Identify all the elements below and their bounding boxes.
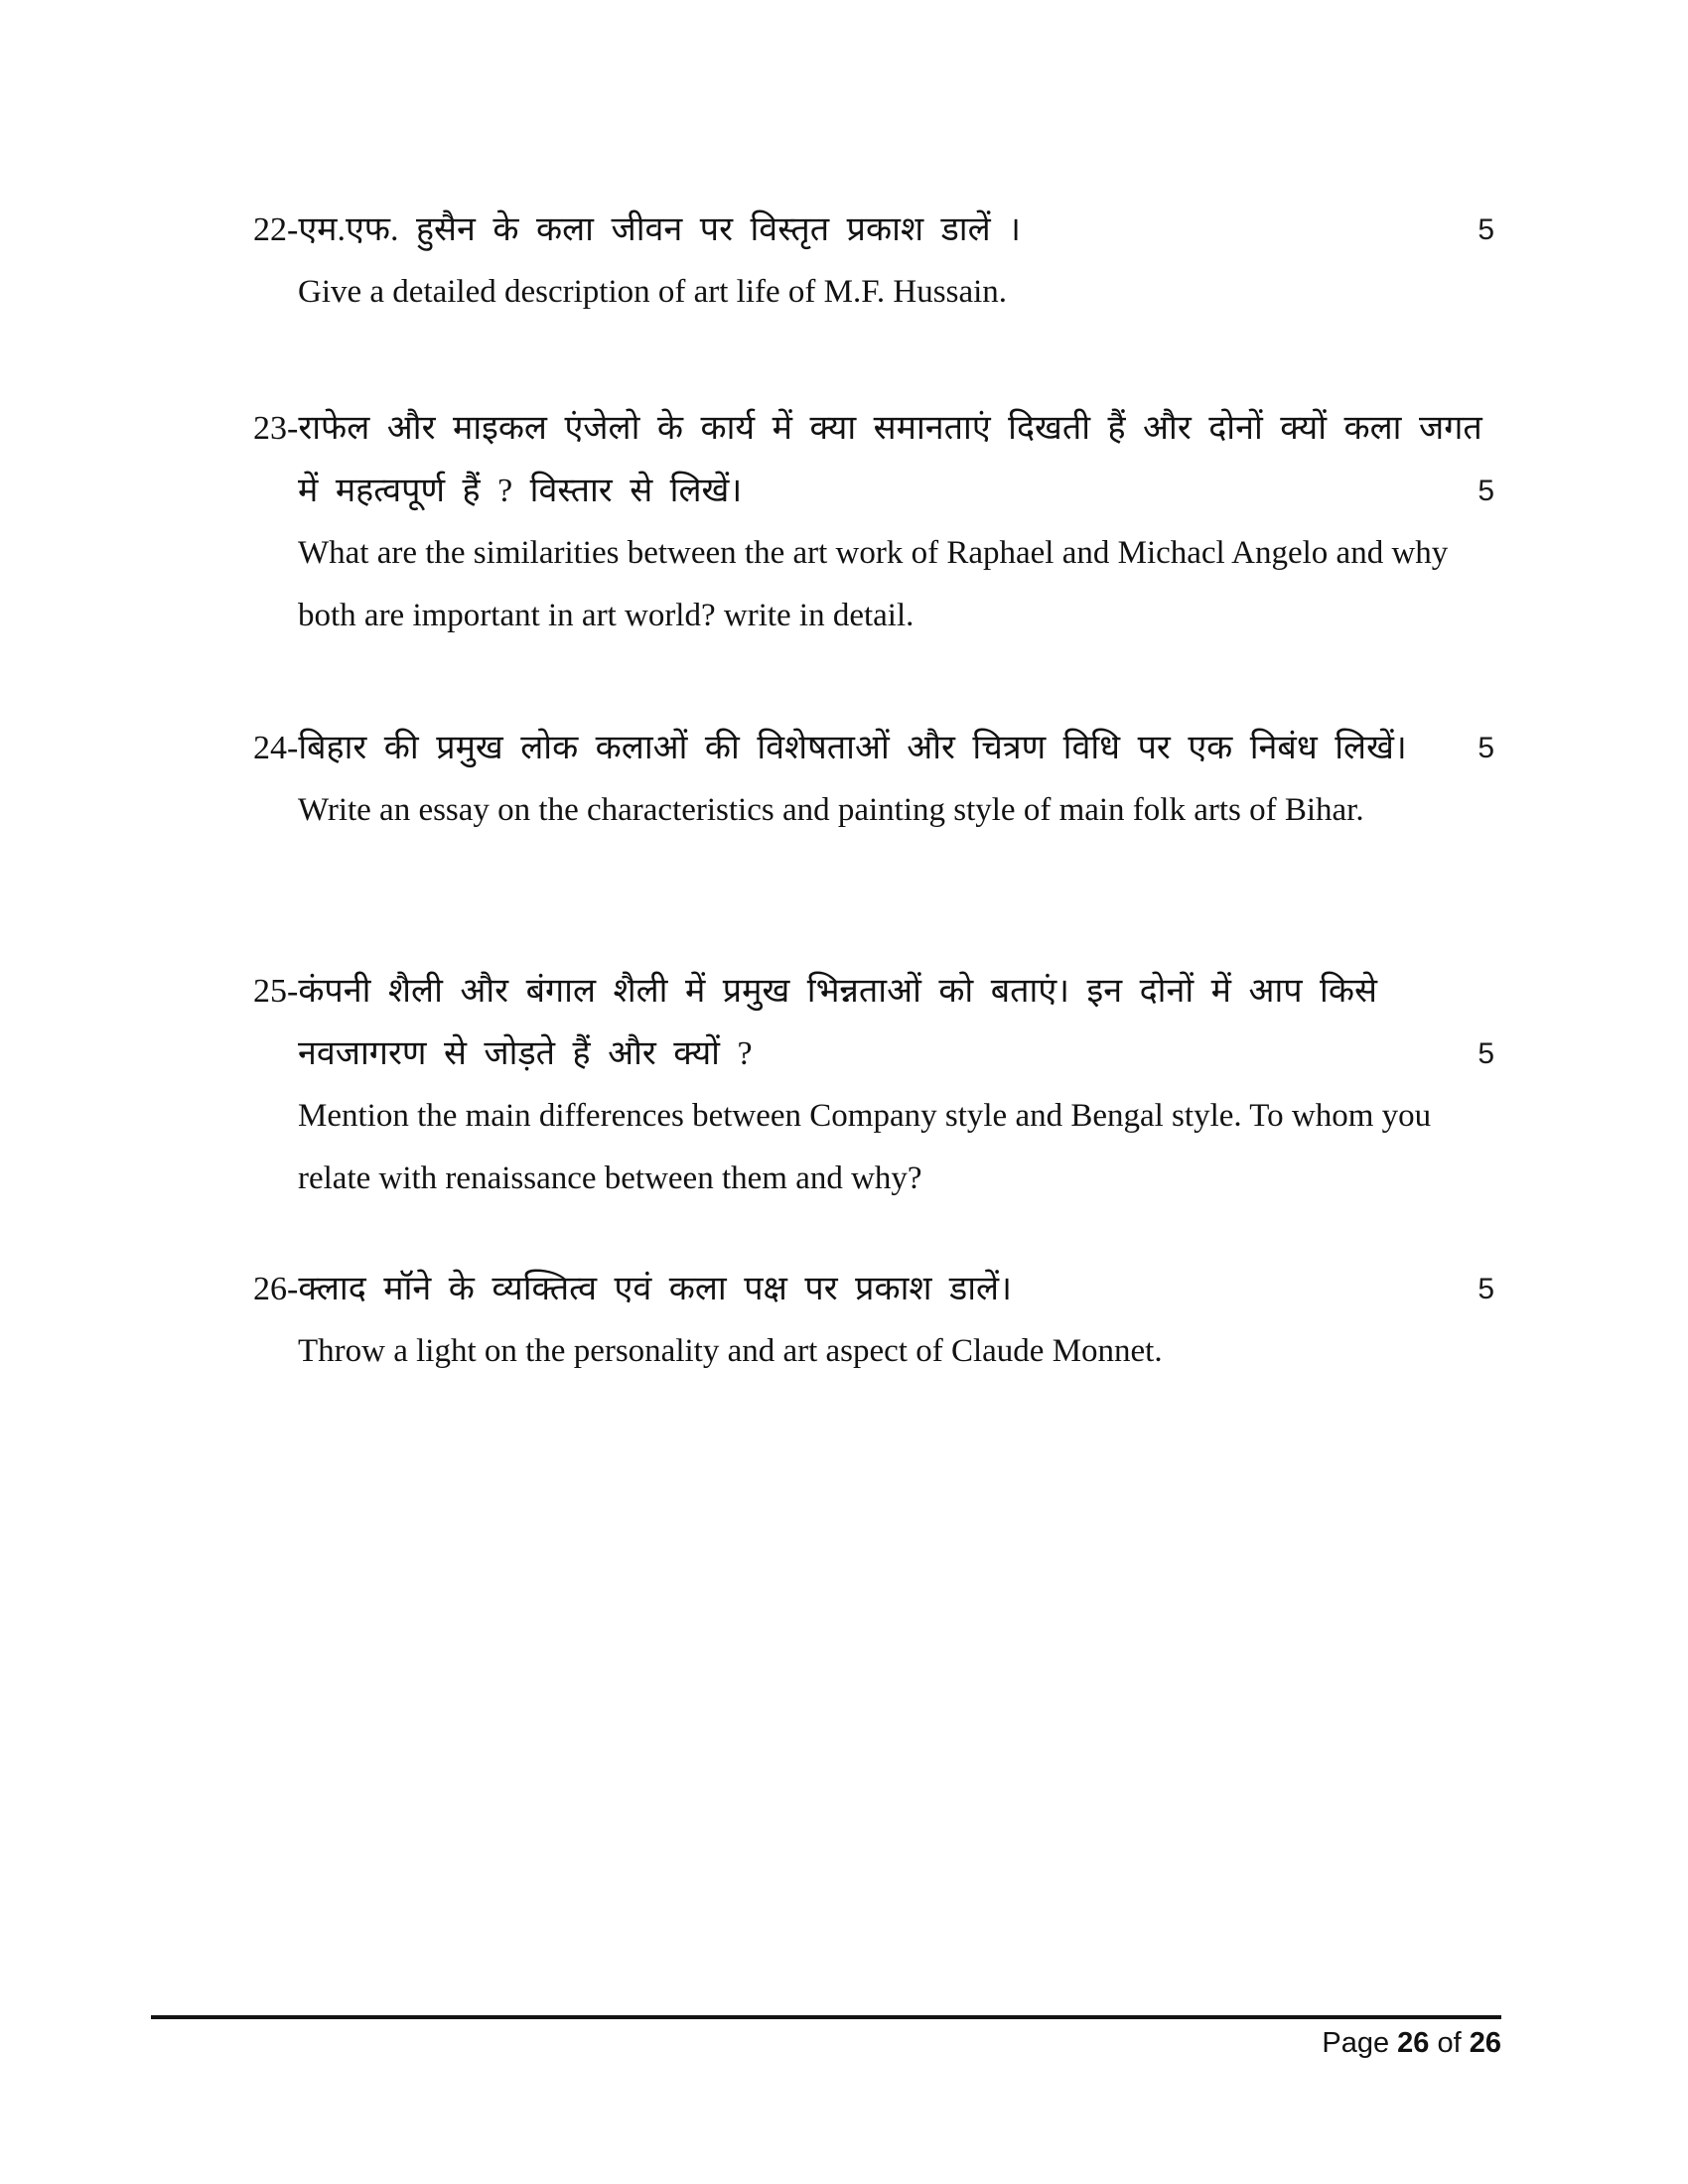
question-24-hindi-line — [253, 717, 1494, 779]
question-22-english-line — [253, 261, 1494, 324]
question-22-marks: 5 — [1477, 213, 1494, 246]
question-26-hindi-line — [253, 1258, 1494, 1320]
question-25-hindi-line-2 — [253, 1023, 1494, 1085]
question-25-english-line-1 — [253, 1085, 1494, 1148]
question-25-marks: 5 — [1477, 1037, 1494, 1070]
question-25-hindi-text-2: नवजागरण से जोड़ते हैं और क्यों ? — [298, 1035, 753, 1072]
question-23-hindi-line-1 — [253, 397, 1494, 460]
question-25-hindi-line-1 — [253, 960, 1494, 1023]
question-26-english-line — [253, 1320, 1494, 1383]
question-25-english-line-2 — [253, 1148, 1494, 1210]
question-24-english-line — [253, 779, 1494, 842]
question-25-english-text-2: relate with renaissance between them and why? — [298, 1160, 922, 1196]
question-26-english-text: Throw a light on the personality and art aspect of Claude Monnet. — [298, 1333, 1163, 1369]
footer-page-current: 26 — [1397, 2027, 1430, 2059]
question-22-hindi-line — [253, 199, 1494, 261]
question-25-english-text-1: Mention the main differences between Company style and Bengal style. To whom you — [298, 1098, 1432, 1134]
question-23-english-text-1: What are the similarities between the art work of Raphael and Michacl Angelo and why — [298, 535, 1449, 571]
question-22 — [253, 199, 1494, 324]
question-23-english-line-2 — [253, 585, 1494, 647]
question-23-english-text-2: both are important in art world? write in detail. — [298, 598, 914, 633]
question-25 — [253, 960, 1494, 1210]
question-22-english-text: Give a detailed description of art life of M.F. Hussain. — [298, 274, 1008, 310]
page-footer — [151, 2027, 1501, 2060]
question-25-hindi-text-1: 25-कंपनी शैली और बंगाल शैली में प्रमुख भिन्नताओं को बताएं। इन दोनों में आप किसे — [253, 973, 1377, 1010]
question-23 — [253, 397, 1494, 647]
question-23-english-line-1 — [253, 522, 1494, 585]
question-23-hindi-text-1: 23-राफेल और माइकल एंजेलो के कार्य में क्या समानताएं दिखती हैं और दोनों क्यों कला जगत — [253, 410, 1482, 447]
question-22-hindi-text: 22-एम.एफ. हुसैन के कला जीवन पर विस्तृत प्रकाश डालें । — [253, 211, 1022, 248]
question-23-hindi-line-2 — [253, 460, 1494, 522]
question-24-marks: 5 — [1477, 732, 1494, 764]
footer-of-label: of — [1437, 2027, 1462, 2059]
footer-rule — [151, 2015, 1501, 2019]
question-24 — [253, 717, 1494, 842]
question-23-marks: 5 — [1477, 475, 1494, 507]
question-26-hindi-text: 26-क्लाद मॉने के व्यक्तित्व एवं कला पक्ष पर प्रकाश डालें। — [253, 1271, 1012, 1307]
question-26 — [253, 1258, 1494, 1383]
footer-page-label: Page — [1322, 2027, 1390, 2059]
question-26-marks: 5 — [1477, 1273, 1494, 1305]
footer-page-total: 26 — [1469, 2027, 1501, 2059]
question-23-hindi-text-2: में महत्वपूर्ण हैं ? विस्तार से लिखें। — [298, 473, 743, 509]
question-24-hindi-text: 24-बिहार की प्रमुख लोक कलाओं की विशेषताओं और चित्रण विधि पर एक निबंध लिखें। — [253, 730, 1407, 766]
question-24-english-text: Write an essay on the characteristics and painting style of main folk arts of Bihar. — [298, 792, 1364, 828]
